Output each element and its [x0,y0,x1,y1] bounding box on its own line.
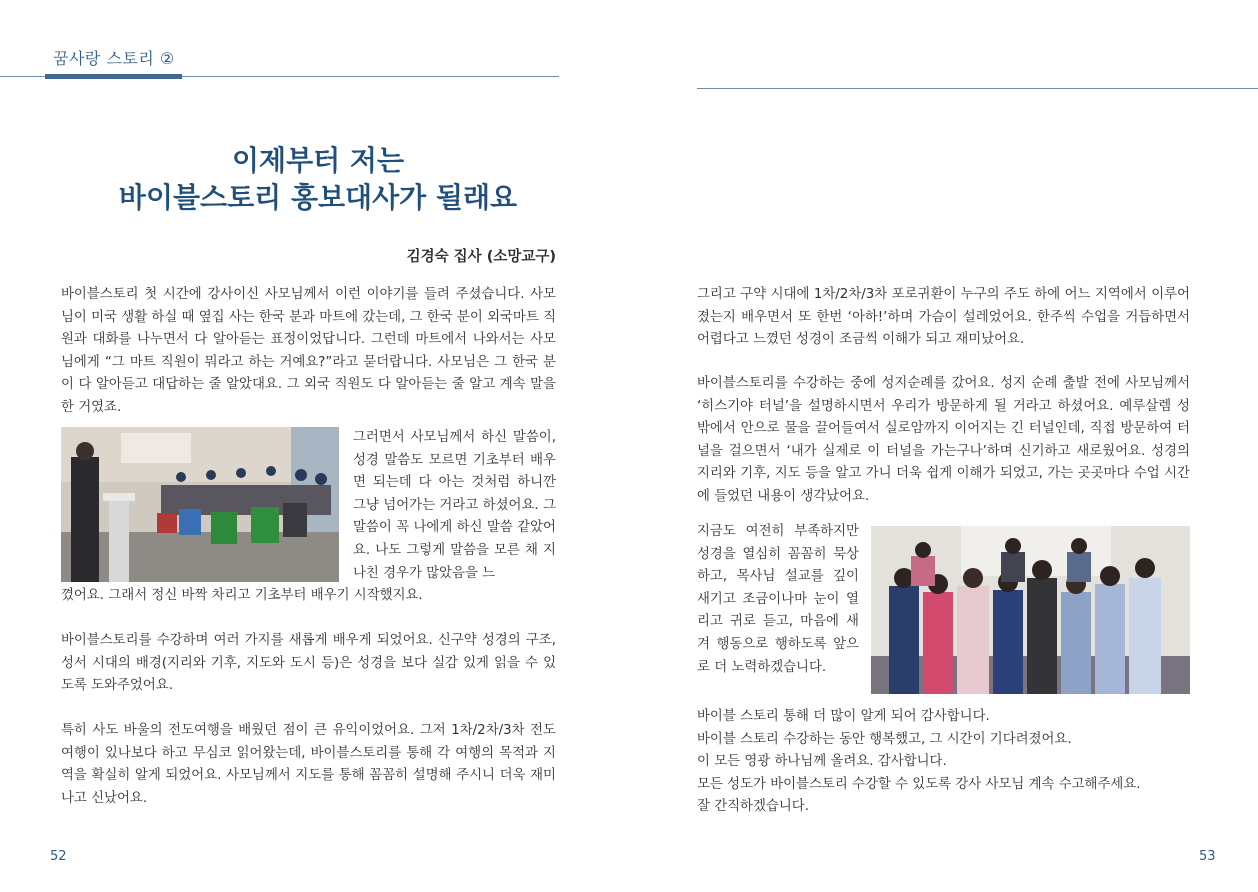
page-number-right: 53 [1199,849,1216,864]
page-number-left: 52 [50,849,67,864]
paragraph-2-continued: 꼈어요. 그래서 정신 바짝 차리고 기초부터 배우기 시작했지요. [61,588,423,603]
paragraph-3: 바이블스토리를 수강하며 여러 가지를 새롭게 배우게 되었어요. 신구약 성경의 구조, 성서 시대의 배경(지리와 기후, 지도와 도시 등)은 성경을 보다 실감 있게 읽을 수 있도록 도와주었어요. [61,633,556,694]
closing-line: 잘 간직하겠습니다. [697,799,809,815]
title-line-1: 이제부터 저는 [231,144,405,177]
article-title [60,142,576,216]
header-rule-right [697,88,1258,89]
group-photo [871,526,1190,694]
title-line-2: 바이블스토리 홍보대사가 될래요 [118,181,518,214]
header-rule-accent [45,74,182,79]
paragraph-2: 그러면서 사모님께서 하신 말씀이, 성경 말씀도 모르면 기초부터 배우면 되는데 다 아는 것처럼 하니깐 그냥 넘어가는 거라고 하셨어요. 그 말씀이 꼭 나에게 하신 말씀 같았어요. 나도 그렇게 말씀을 모른 채 지나친 경우가 많았음을 느 [353,430,556,581]
classroom-photo [61,427,339,582]
right-paragraph-1: 그리고 구약 시대에 1차/2차/3차 포로귀환이 누구의 주도 하에 어느 지역에서 이루어졌는지 배우면서 또 한번 ‘아하!’하며 가슴이 설레었어요. 한주씩 수업을 거듭하면서 어렵다고 느꼈던 성경이 조금씩 이해가 되고 재미났어요. [697,287,1190,348]
closing-line: 바이블 스토리 통해 더 많이 알게 되어 감사합니다. [697,709,990,724]
right-paragraph-2: 바이블스토리를 수강하는 중에 성지순례를 갔어요. 성지 순례 출발 전에 사모님께서 ‘히스기야 터널’을 설명하시면서 우리가 방문하게 될 거라고 하셨어요. 예루살렘 성 밖에서 안으로 물을 끌어들여서 실로암까지 이어지는 긴 터널인데, 직접 방문하여 터널을 걸으면서 ‘내가 실제로 이 터널을 가는구나’하며 신기하고 새로웠어요. 성경의 지리와 기후, 지도 등을 알고 가니 더욱 쉽게 이해가 되었고, 가는 곳곳마다 수업 시간에 들었던 내용이 생각났어요. [697,376,1190,504]
article-author: 김경숙 집사 (소망교구) [406,249,556,265]
closing-line: 이 모든 영광 하나님께 올려요. 감사합니다. [697,754,947,770]
closing-lines [697,706,1190,819]
paragraph-1: 바이블스토리 첫 시간에 강사이신 사모님께서 이런 이야기를 들려 주셨습니다. 사모님이 미국 생활 하실 때 옆집 사는 한국 분과 마트에 갔는데, 그 한국 분이 외국마트 직원과 대화를 나누면서 다 알아듣는 표정이었답니다. 그런데 마트에서 나와서는 사모님에게 “그 마트 직원이 뭐라고 하는 거예요?”라고 묻더랍니다. 사모님은 그 한국 분이 다 알아듣고 대답하는 줄 알았대요. 그 외국 직원도 다 알아듣는 줄 알고 계속 말을 한 거였죠. [61,287,556,415]
closing-line: 바이블 스토리 수강하는 동안 행복했고, 그 시간이 기다려졌어요. [697,731,1072,747]
paragraph-4: 특히 사도 바울의 전도여행을 배웠던 점이 큰 유익이었어요. 그저 1차/2차/3차 전도여행이 있나보다 하고 무심코 읽어왔는데, 바이블스토리를 통해 각 여행의 목적과 지역을 확실히 알게 되었어요. 사모님께서 지도를 통해 꼼꼼히 설명해 주시니 더욱 재미나고 신났어요. [61,723,556,806]
section-label: 꿈사랑 스토리 ② [53,49,175,68]
right-paragraph-3: 지금도 여전히 부족하지만 성경을 열심히 꼼꼼히 묵상하고, 목사님 설교를 깊이 새기고 조금이나마 눈이 열리고 귀로 듣고, 마음에 새겨 행동으로 행하도록 앞으로 더 노력하겠습니다. [697,524,859,675]
closing-line: 모든 성도가 바이블스토리 수강할 수 있도록 강사 사모님 계속 수고해주세요. [697,776,1141,792]
